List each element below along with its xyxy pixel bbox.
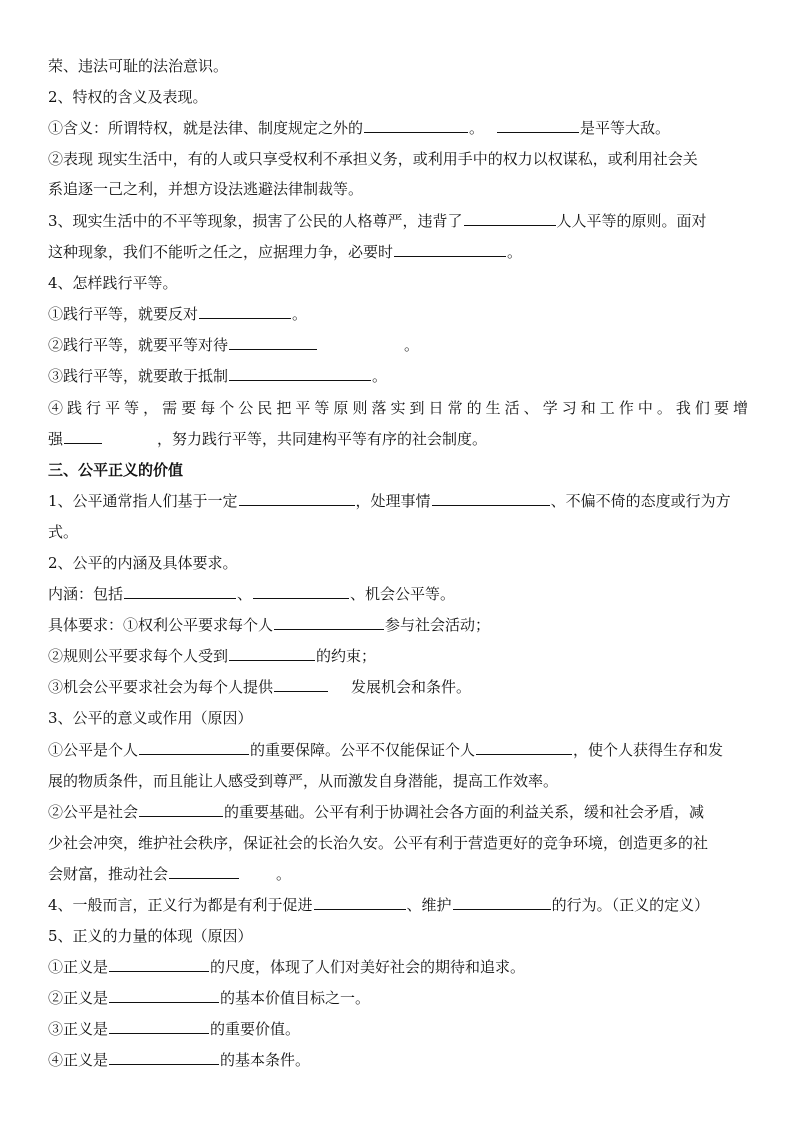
text-line xyxy=(48,179,748,199)
line-text: 内涵：包括 xyxy=(48,585,124,603)
line-text: 。 xyxy=(469,119,485,137)
text-line xyxy=(48,87,748,107)
answer-blank[interactable] xyxy=(139,740,249,755)
text-line xyxy=(48,833,748,853)
text-line xyxy=(48,491,748,511)
line-text: 、 xyxy=(237,585,253,603)
line-text: ①公平是个人 xyxy=(48,741,139,759)
text-line xyxy=(48,584,748,604)
line-text: ②践行平等，就要平等对待 xyxy=(48,336,229,354)
line-text: 5、正义的力量的体现（原因） xyxy=(48,927,253,945)
answer-blank[interactable] xyxy=(453,895,551,910)
answer-blank[interactable] xyxy=(364,118,468,133)
text-line xyxy=(48,802,748,822)
text-line xyxy=(48,677,748,697)
text-line xyxy=(48,429,748,449)
text-line xyxy=(48,335,748,355)
line-text: ③践行平等，就要敢于抵制 xyxy=(48,367,229,385)
text-line xyxy=(48,708,748,728)
text-line xyxy=(48,740,748,760)
section-heading xyxy=(48,460,748,480)
heading-text: 三、公平正义的价值 xyxy=(48,461,184,479)
line-text: 参与社会活动； xyxy=(385,616,491,634)
line-text: 4、怎样践行平等。 xyxy=(48,274,178,292)
text-line xyxy=(48,118,748,138)
line-text: 、不偏不倚的态度或行为方 xyxy=(550,492,731,510)
answer-blank[interactable] xyxy=(394,242,506,257)
answer-blank[interactable] xyxy=(497,118,579,133)
line-text: 。 xyxy=(292,305,308,323)
text-line xyxy=(48,926,748,946)
line-text: 少社会冲突，维护社会秩序，保证社会的长治久安。公平有利于营造更好的竞争环境，创造更多的社 xyxy=(48,834,709,852)
line-text: 。 xyxy=(404,336,420,354)
line-text: 、机会公平等。 xyxy=(350,585,456,603)
line-text: ①践行平等，就要反对 xyxy=(48,305,199,323)
answer-blank[interactable] xyxy=(109,1050,219,1065)
answer-blank[interactable] xyxy=(64,429,102,444)
answer-blank[interactable] xyxy=(109,1019,209,1034)
line-text: 、维护 xyxy=(406,896,452,914)
text-line xyxy=(48,242,748,262)
text-line xyxy=(48,1019,748,1039)
line-text: ④正义是 xyxy=(48,1051,109,1069)
answer-blank[interactable] xyxy=(432,491,550,506)
answer-blank[interactable] xyxy=(239,491,355,506)
answer-blank[interactable] xyxy=(253,584,349,599)
answer-blank[interactable] xyxy=(476,740,572,755)
line-text: 。 xyxy=(276,865,292,883)
text-line xyxy=(48,1050,748,1070)
line-text: 具体要求：①权利公平要求每个人 xyxy=(48,616,274,634)
line-text: 的尺度，体现了人们对美好社会的期待和追求。 xyxy=(210,958,526,976)
answer-blank[interactable] xyxy=(274,677,328,692)
line-text: 这种现象，我们不能听之任之，应据理力争，必要时 xyxy=(48,243,394,261)
line-text: ②公平是社会 xyxy=(48,803,139,821)
answer-blank[interactable] xyxy=(229,366,371,381)
line-text: ②规则公平要求每个人受到 xyxy=(48,647,229,665)
line-text: 展的物质条件，而且能让人感受到尊严，从而激发自身潜能，提高工作效率。 xyxy=(48,772,559,790)
text-line xyxy=(48,56,748,76)
line-text: ③机会公平要求社会为每个人提供 xyxy=(48,678,274,696)
text-line xyxy=(48,553,748,573)
line-text: ①正义是 xyxy=(48,958,109,976)
answer-blank[interactable] xyxy=(124,584,236,599)
line-text: 的约束； xyxy=(316,647,377,665)
line-text: 。 xyxy=(507,243,523,261)
line-text: 2、公平的内涵及具体要求。 xyxy=(48,554,238,572)
text-line xyxy=(48,646,748,666)
line-text: 1、公平通常指人们基于一定 xyxy=(48,492,238,510)
text-line xyxy=(48,771,748,791)
line-text: 的基本价值目标之一。 xyxy=(220,989,371,1007)
text-line xyxy=(48,895,748,915)
line-text: 荣、违法可耻的法治意识。 xyxy=(48,57,229,75)
line-text: ③正义是 xyxy=(48,1020,109,1038)
answer-blank[interactable] xyxy=(274,615,384,630)
line-text: 发展机会和条件。 xyxy=(351,678,472,696)
text-line xyxy=(48,211,748,231)
text-line xyxy=(48,864,748,884)
line-text: ，努力践行平等，共同建构平等有序的社会制度。 xyxy=(157,430,488,448)
answer-blank[interactable] xyxy=(464,211,556,226)
line-text: 2、特权的含义及表现。 xyxy=(48,88,208,106)
answer-blank[interactable] xyxy=(139,802,223,817)
line-text: ②正义是 xyxy=(48,989,109,1007)
text-line xyxy=(48,615,748,635)
text-line xyxy=(48,304,748,324)
line-text: ①含义：所谓特权，就是法律、制度规定之外的 xyxy=(48,119,364,137)
line-text: 的重要基础。公平有利于协调社会各方面的利益关系，缓和社会矛盾，减 xyxy=(224,803,705,821)
line-text: 3、公平的意义或作用（原因） xyxy=(48,709,253,727)
text-line xyxy=(48,398,748,418)
answer-blank[interactable] xyxy=(109,988,219,1003)
line-text: 是平等大敌。 xyxy=(580,119,671,137)
line-text: 的基本条件。 xyxy=(220,1051,311,1069)
line-text: 。 xyxy=(372,367,388,385)
answer-blank[interactable] xyxy=(109,957,209,972)
line-text: ②表现 现实生活中，有的人或只享受权利不承担义务，或利用手中的权力以权谋私，或利用社会关 xyxy=(48,150,698,168)
answer-blank[interactable] xyxy=(314,895,406,910)
line-text: 的重要保障。公平不仅能保证个人 xyxy=(250,741,476,759)
text-line xyxy=(48,149,748,169)
line-text: 强 xyxy=(48,430,64,448)
line-text: ，使个人获得生存和发 xyxy=(573,741,724,759)
line-text: ④践行平等，需要每个公民把平等原则落实到日常的生活、学习和工作中。我们要增 xyxy=(48,399,748,417)
text-line xyxy=(48,988,748,1008)
text-line xyxy=(48,366,748,386)
line-text: 会财富，推动社会 xyxy=(48,865,169,883)
text-line xyxy=(48,957,748,977)
line-text: 3、现实生活中的不平等现象，损害了公民的人格尊严，违背了 xyxy=(48,212,463,230)
text-line xyxy=(48,273,748,293)
text-line xyxy=(48,522,748,542)
answer-blank[interactable] xyxy=(229,646,315,661)
line-text: 的重要价值。 xyxy=(210,1020,301,1038)
line-text: 4、一般而言，正义行为都是有利于促进 xyxy=(48,896,313,914)
answer-blank[interactable] xyxy=(229,335,317,350)
answer-blank[interactable] xyxy=(169,864,239,879)
line-text: 式。 xyxy=(48,523,79,541)
answer-blank[interactable] xyxy=(199,304,291,319)
line-text: 系追逐一己之利，并想方设法逃避法律制裁等。 xyxy=(48,180,364,198)
line-text: 人人平等的原则。面对 xyxy=(556,212,707,230)
line-text: ，处理事情 xyxy=(355,492,431,510)
line-text: 的行为。（正义的定义） xyxy=(551,896,710,914)
